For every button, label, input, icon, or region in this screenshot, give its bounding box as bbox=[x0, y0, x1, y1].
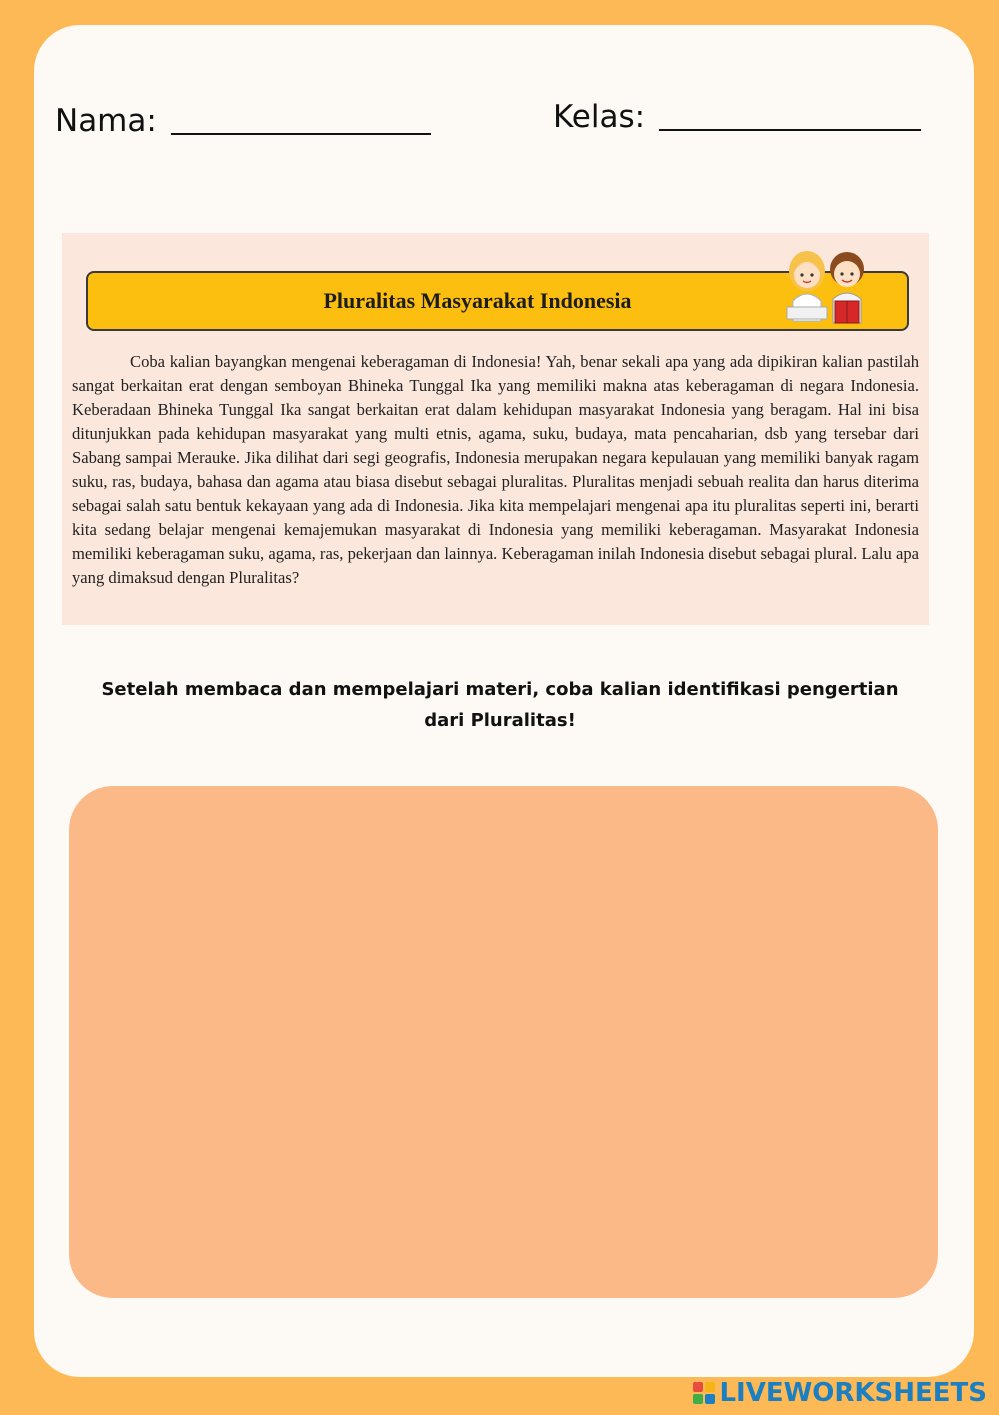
name-label: Nama: bbox=[55, 103, 157, 139]
reading-passage-text: Coba kalian bayangkan mengenai keberagaman di Indonesia! Yah, benar sekali apa yang ada dipikiran kalian pastilah sangat berkaitan erat dengan semboyan Bhineka Tunggal Ika yang memiliki makna atas keberagaman di negara Indonesia. Keberadaan Bhineka Tunggal Ika sangat berkaitan erat dalam kehidupan masyarakat Indonesia yang beragam. Hal ini bisa ditunjukkan pada kehidupan masyarakat yang multi etnis, agama, suku, budaya, mata pencaharian, dsb yang tersebar dari Sabang sampai Merauke. Jika dilihat dari segi geografis, Indonesia merupakan negara kepulauan yang memiliki banyak ragam suku, ras, budaya, bahasa dan agama atau biasa disebut sebagai pluralitas. Pluralitas menjadi sebuah realita dan harus diterima sebagai salah satu bentuk kekayaan yang ada di Indonesia. Jika kita mempelajari mengenai apa itu pluralitas seperti ini, berarti kita sedang belajar mengenai kemajemukan masyarakat di Indonesia yang memiliki keberagaman. Masyarakat Indonesia memiliki keberagaman suku, agama, ras, pekerjaan dan lainnya. Keberagaman inilah Indonesia disebut sebagai plural. Lalu apa yang dimaksud dengan Pluralitas? bbox=[72, 352, 919, 587]
class-label: Kelas: bbox=[553, 99, 646, 135]
name-blank-line bbox=[171, 133, 431, 135]
two-students-reading-icon bbox=[777, 241, 877, 329]
instruction-text bbox=[60, 674, 940, 736]
answer-box[interactable] bbox=[69, 786, 938, 1298]
liveworksheets-logo-icon bbox=[693, 1382, 715, 1404]
class-blank-line bbox=[659, 129, 921, 131]
class-field bbox=[553, 99, 921, 135]
name-field bbox=[55, 103, 431, 139]
instruction-line-1: Setelah membaca dan mempelajari materi, coba kalian identifikasi pengertian bbox=[101, 679, 899, 700]
brand-text: LIVEWORKSHEETS bbox=[719, 1378, 987, 1408]
reading-title: Pluralitas Masyarakat Indonesia bbox=[323, 288, 632, 313]
reading-passage-card bbox=[62, 233, 929, 625]
liveworksheets-brand bbox=[693, 1377, 987, 1409]
instruction-line-2: dari Pluralitas! bbox=[424, 710, 576, 731]
